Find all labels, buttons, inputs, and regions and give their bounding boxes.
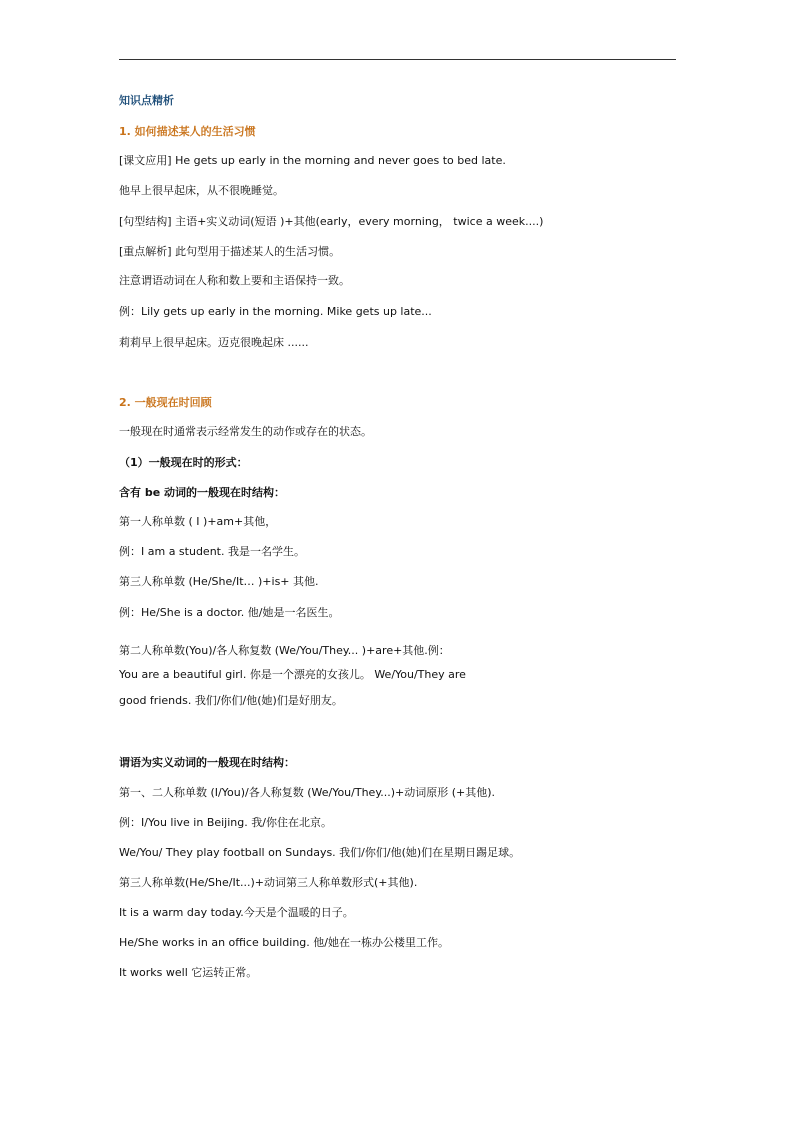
be-line: 第一人称单数 ( I )+am+其他， [119, 515, 277, 528]
action-verb-heading: 谓语为实义动词的一般现在时结构： [119, 756, 295, 769]
key-analysis: [重点解析] 此句型用于描述某人的生活习惯。 [119, 245, 341, 258]
header-rule [119, 59, 676, 60]
verb-line: 第三人称单数(He/She/It...)+动词第三人称单数形式(+其他). [119, 876, 418, 889]
present-tense-intro: 一般现在时通常表示经常发生的动作或存在的状态。 [119, 425, 372, 438]
example-translation: 莉莉早上很早起床。迈克很晚起床 ...... [119, 336, 309, 349]
verb-line: 第一、二人称单数 (I/You)/各人称复数 (We/You/They...)+动词原形 (+其他). [119, 786, 496, 799]
section-2-title: 2. 一般现在时回顾 [119, 396, 212, 409]
be-line: 例：He/She is a doctor. 他/她是一名医生。 [119, 606, 340, 619]
be-line: 例：I am a student. 我是一名学生。 [119, 545, 305, 558]
agreement-note: 注意谓语动词在人称和数上要和主语保持一致。 [119, 274, 350, 287]
verb-line: It works well 它运转正常。 [119, 966, 258, 979]
lesson-application: [课文应用] He gets up early in the morning and never goes to bed late. [119, 154, 506, 167]
be-verb-heading: 含有 be 动词的一般现在时结构： [119, 486, 285, 499]
form-subheading: （1）一般现在时的形式： [119, 456, 248, 469]
lesson-translation: 他早上很早起床，从不很晚睡觉。 [119, 184, 284, 197]
be-line: 第三人称单数 (He/She/It… )+is+ 其他. [119, 575, 319, 588]
section-1-title: 1. 如何描述某人的生活习惯 [119, 125, 256, 138]
be-line: You are a beautiful girl. 你是一个漂亮的女孩儿。 We/You/They are [119, 668, 466, 681]
verb-line: It is a warm day today.今天是个温暖的日子。 [119, 906, 354, 919]
verb-line: 例：I/You live in Beijing. 我/你住在北京。 [119, 816, 332, 829]
verb-line: He/She works in an office building. 他/她在一栋办公楼里工作。 [119, 936, 449, 949]
verb-line: We/You/ They play football on Sundays. 我们/你们/他(她)们在星期日踢足球。 [119, 846, 521, 859]
be-line: 第二人称单数(You)/各人称复数 (We/You/They... )+are+其他.例： [119, 644, 450, 657]
sentence-structure: [句型结构] 主语+实义动词(短语 )+其他(early，every morning， twice a week....) [119, 215, 544, 228]
be-line: good friends. 我们/你们/他(她)们是好朋友。 [119, 694, 343, 707]
page-title: 知识点精析 [119, 94, 174, 107]
example-sentence: 例：Lily gets up early in the morning. Mike gets up late... [119, 305, 432, 318]
